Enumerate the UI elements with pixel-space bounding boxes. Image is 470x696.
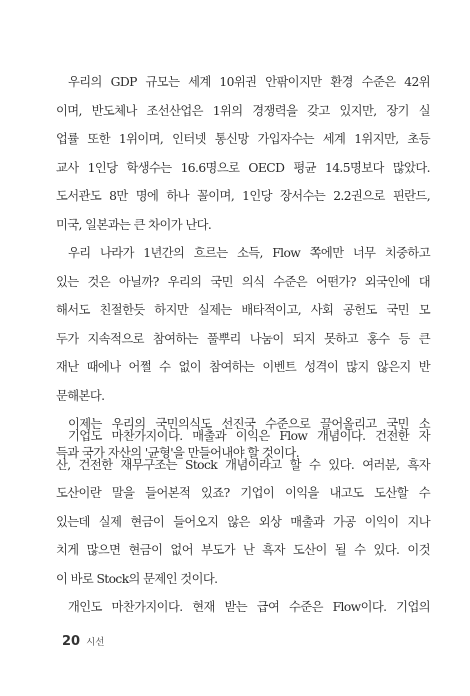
- text-line: 산, 건전한 재무구조는 Stock 개념이라고 할 수 있다. 여러분, 흑자: [56, 457, 430, 472]
- text-line: 득과 국가 자산의 '균형'을 만들어내야 할 것이다.: [56, 445, 300, 460]
- text-line: 이 바로 Stock의 문제인 것이다.: [56, 571, 218, 586]
- text-line: 두가 지속적으로 참여하는 풀뿌리 나눔이 되지 못하고 홍수 등 큰: [56, 331, 430, 346]
- text-line: 우리 나라가 1년간의 흐르는 소득, Flow 쪽에만 너무 치중하고: [68, 246, 430, 260]
- text-line: 도산이란 말을 들어본적 있죠? 기업이 이익을 내고도 도산할 수: [56, 486, 430, 500]
- text-line: 교사 1인당 학생수는 16.6명으로 OECD 평균 14.5명보다 많았다.: [56, 160, 430, 175]
- text-line: 있는 것은 아닐까? 우리의 국민 의식 수준은 어떤가? 외국인에 대: [56, 274, 430, 289]
- text-line: 이며, 반도체나 조선산업은 1위의 경쟁력을 갖고 있지만, 장기 실: [56, 103, 430, 118]
- text-line: 우리의 GDP 규모는 세계 10위권 안팎이지만 환경 수준은 42위: [68, 75, 430, 89]
- text-line: 문해본다.: [56, 388, 105, 403]
- page-number: 20: [62, 634, 81, 649]
- text-line: 치게 많으면 현금이 없어 부도가 난 흑자 도산이 될 수 있다. 이것: [56, 543, 430, 557]
- text-line: 이제는 우리의 국민의식도 선진국 수준으로 끌어올리고 국민 소: [68, 417, 430, 431]
- text-line: 미국, 일본과는 큰 차이가 난다.: [56, 217, 212, 232]
- text-line: 재난 때에나 어쩔 수 없이 참여하는 이벤트 성격이 많지 않은지 반: [56, 360, 430, 374]
- text-block-1: [56, 68, 430, 467]
- text-block-2: [56, 422, 430, 622]
- book-title: 시선: [86, 637, 105, 648]
- text-line: 개인도 마찬가지이다. 현재 받는 급여 수준은 Flow이다. 기업의: [68, 600, 430, 614]
- text-line: 해서도 친절한듯 하지만 실제는 배타적이고, 사회 공헌도 국민 모: [56, 303, 430, 317]
- page-footer: [62, 634, 104, 649]
- text-line: 기업도 마찬가지이다. 매출과 이익은 Flow 개념이다. 건전한 자: [68, 429, 430, 443]
- text-line: 있는데 실제 현금이 들어오지 않은 외상 매출과 가공 이익이 지나: [56, 514, 430, 529]
- text-line: 업률 또한 1위이며, 인터넷 통신망 가입자수는 세계 1위지만, 초등: [56, 132, 430, 146]
- text-line: 도서관도 8만 명에 하나 꼴이며, 1인당 장서수는 2.2권으로 핀란드,: [56, 189, 430, 203]
